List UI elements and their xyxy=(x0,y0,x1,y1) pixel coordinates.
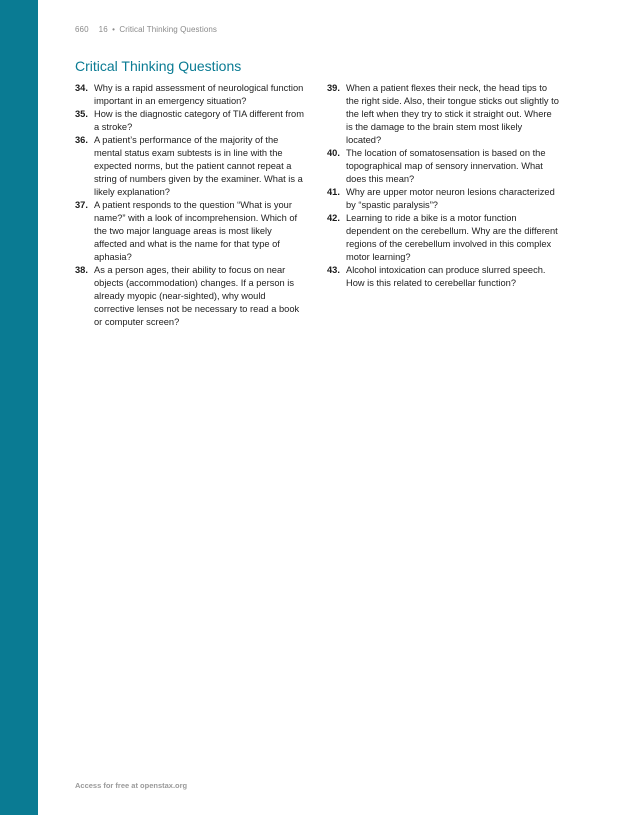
question-number: 36. xyxy=(75,135,88,145)
question-item xyxy=(327,186,559,212)
question-number: 43. xyxy=(327,265,340,275)
side-color-bar xyxy=(0,0,38,815)
running-header xyxy=(75,25,217,34)
question-text: How is the diagnostic category of TIA different from a stroke? xyxy=(94,109,304,132)
question-text: Why are upper motor neuron lesions characterized by “spastic paralysis”? xyxy=(346,187,555,210)
question-item xyxy=(75,82,307,108)
question-number: 39. xyxy=(327,83,340,93)
question-text: A patient responds to the question “What is your name?” with a look of incomprehension. Which of the two major language areas is most likely affected and what is the name for that type of aphasia? xyxy=(94,200,298,262)
question-number: 40. xyxy=(327,148,340,158)
question-item xyxy=(327,147,559,186)
question-item xyxy=(75,264,307,329)
question-number: 35. xyxy=(75,109,88,119)
footer-link[interactable]: Access for free at openstax.org xyxy=(75,781,188,790)
question-text: Why is a rapid assessment of neurological function important in an emergency situation? xyxy=(94,83,304,106)
chapter-number: 16 xyxy=(98,25,108,34)
question-text: As a person ages, their ability to focus on near objects (accommodation) changes. If a person is already myopic (near-sighted), why would corrective lenses not be necessary to read a book or computer screen? xyxy=(94,265,300,327)
question-item xyxy=(327,212,559,264)
header-section: Critical Thinking Questions xyxy=(119,25,218,34)
question-item xyxy=(75,108,307,134)
question-number: 38. xyxy=(75,265,88,275)
page-number: 660 xyxy=(75,25,89,34)
question-item xyxy=(327,82,559,147)
question-number: 41. xyxy=(327,187,340,197)
question-number: 37. xyxy=(75,200,88,210)
questions-left-column xyxy=(75,82,307,329)
question-number: 42. xyxy=(327,213,340,223)
question-text: The location of somatosensation is based on the topographical map of sensory innervation. What does this mean? xyxy=(346,148,546,184)
question-item xyxy=(75,134,307,199)
question-number: 34. xyxy=(75,83,88,93)
question-item xyxy=(75,199,307,264)
question-text: Learning to ride a bike is a motor function dependent on the cerebellum. Why are the different regions of the cerebellum involved in this complex motor learning? xyxy=(346,213,558,262)
header-separator: • xyxy=(112,25,115,34)
question-text: Alcohol intoxication can produce slurred speech. How is this related to cerebellar function? xyxy=(346,265,546,288)
question-text: When a patient flexes their neck, the head tips to the right side. Also, their tongue sticks out slightly to the left when they try to stick it straight out. Where is the damage to the brain stem most likely located? xyxy=(346,83,559,145)
questions-right-column xyxy=(327,82,559,290)
question-item xyxy=(327,264,559,290)
section-title: Critical Thinking Questions xyxy=(75,58,242,74)
question-text: A patient’s performance of the majority of the mental status exam subtests is in line with the expected norms, but the patient cannot repeat a string of numbers given by the examiner. What is a likely explanation? xyxy=(94,135,303,197)
